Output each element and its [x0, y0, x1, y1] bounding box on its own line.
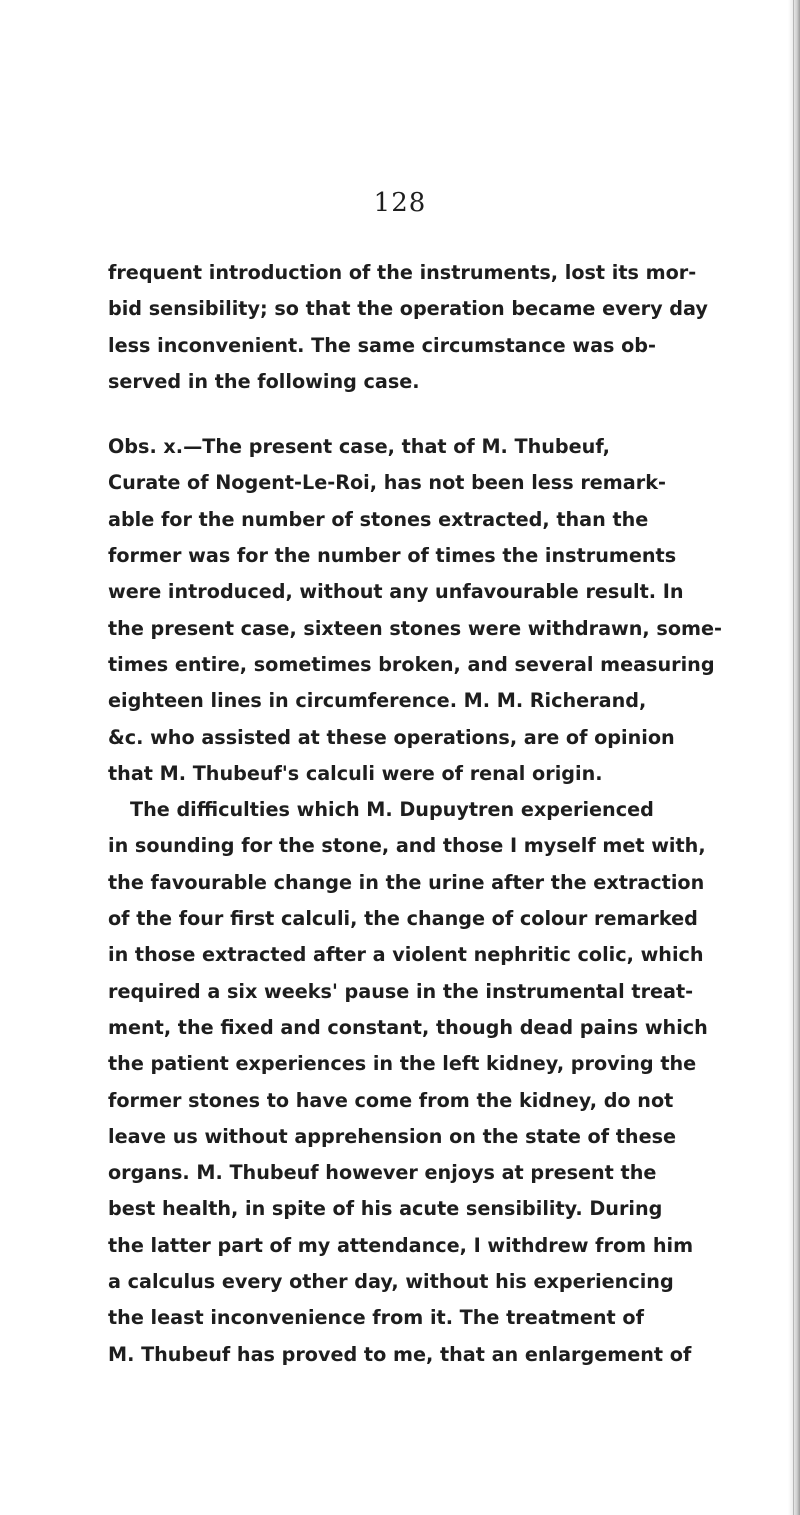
- text-line: M. Thubeuf has proved to me, that an enlargement of: [108, 1342, 692, 1366]
- text-line: Curate of Nogent-Le-Roi, has not been less remark-: [108, 471, 666, 495]
- text-line: frequent introduction of the instruments, lost its mor-: [108, 261, 697, 284]
- text-line: in those extracted after a violent nephritic colic, which: [108, 943, 704, 967]
- text-line: former stones to have come from the kidney, do not: [108, 1088, 674, 1112]
- text-line: of the four first calculi, the change of colour remarked: [108, 907, 698, 931]
- text-line: the latter part of my attendance, I withdrew from him: [108, 1233, 694, 1257]
- text-line: the favourable change in the urine after the extraction: [108, 870, 705, 894]
- text-line: less inconvenient. The same circumstance was ob-: [108, 333, 656, 357]
- text-line: bid sensibility; so that the operation became every day: [108, 297, 708, 321]
- text-line: the least inconvenience from it. The treatment of: [108, 1306, 644, 1330]
- text-line: Obs. x.—The present case, that of M. Thubeuf,: [108, 435, 610, 459]
- page-number: 128: [373, 188, 427, 218]
- text-line: required a six weeks' pause in the instrumental treat-: [108, 979, 694, 1003]
- body-text: [108, 255, 768, 1373]
- text-line: that M. Thubeuf's calculi were of renal origin.: [108, 761, 603, 785]
- text-line: The difficulties which M. Dupuytren experienced: [130, 798, 654, 822]
- paragraph-3: [108, 792, 768, 1373]
- text-line: former was for the number of times the instruments: [108, 544, 677, 568]
- text-line: best health, in spite of his acute sensibility. During: [108, 1197, 663, 1221]
- text-line: &c. who assisted at these operations, are of opinion: [108, 725, 675, 749]
- text-line: ment, the fixed and constant, though dead pains which: [108, 1015, 708, 1039]
- paragraph-gap: [108, 400, 768, 429]
- text-line: leave us without apprehension on the state of these: [108, 1124, 677, 1148]
- page-edge-line: [793, 0, 794, 1515]
- text-line: in sounding for the stone, and those I myself met with,: [108, 834, 706, 858]
- text-line: the patient experiences in the left kidney, proving the: [108, 1052, 697, 1076]
- paragraph-2-obs-x: [108, 429, 768, 792]
- text-line: served in the following case.: [108, 369, 420, 393]
- text-line: organs. M. Thubeuf however enjoys at present the: [108, 1161, 657, 1185]
- text-line: were introduced, without any unfavourable result. In: [108, 580, 684, 604]
- paragraph-1: [108, 255, 768, 400]
- text-line: eighteen lines in circumference. M. M. Richerand,: [108, 689, 647, 713]
- text-line: able for the number of stones extracted, than the: [108, 507, 649, 531]
- text-line: times entire, sometimes broken, and several measuring: [108, 652, 715, 676]
- page-edge-shadow: [788, 0, 800, 1515]
- text-line: a calculus every other day, without his experiencing: [108, 1270, 674, 1294]
- text-line: the present case, sixteen stones were withdrawn, some-: [108, 616, 722, 640]
